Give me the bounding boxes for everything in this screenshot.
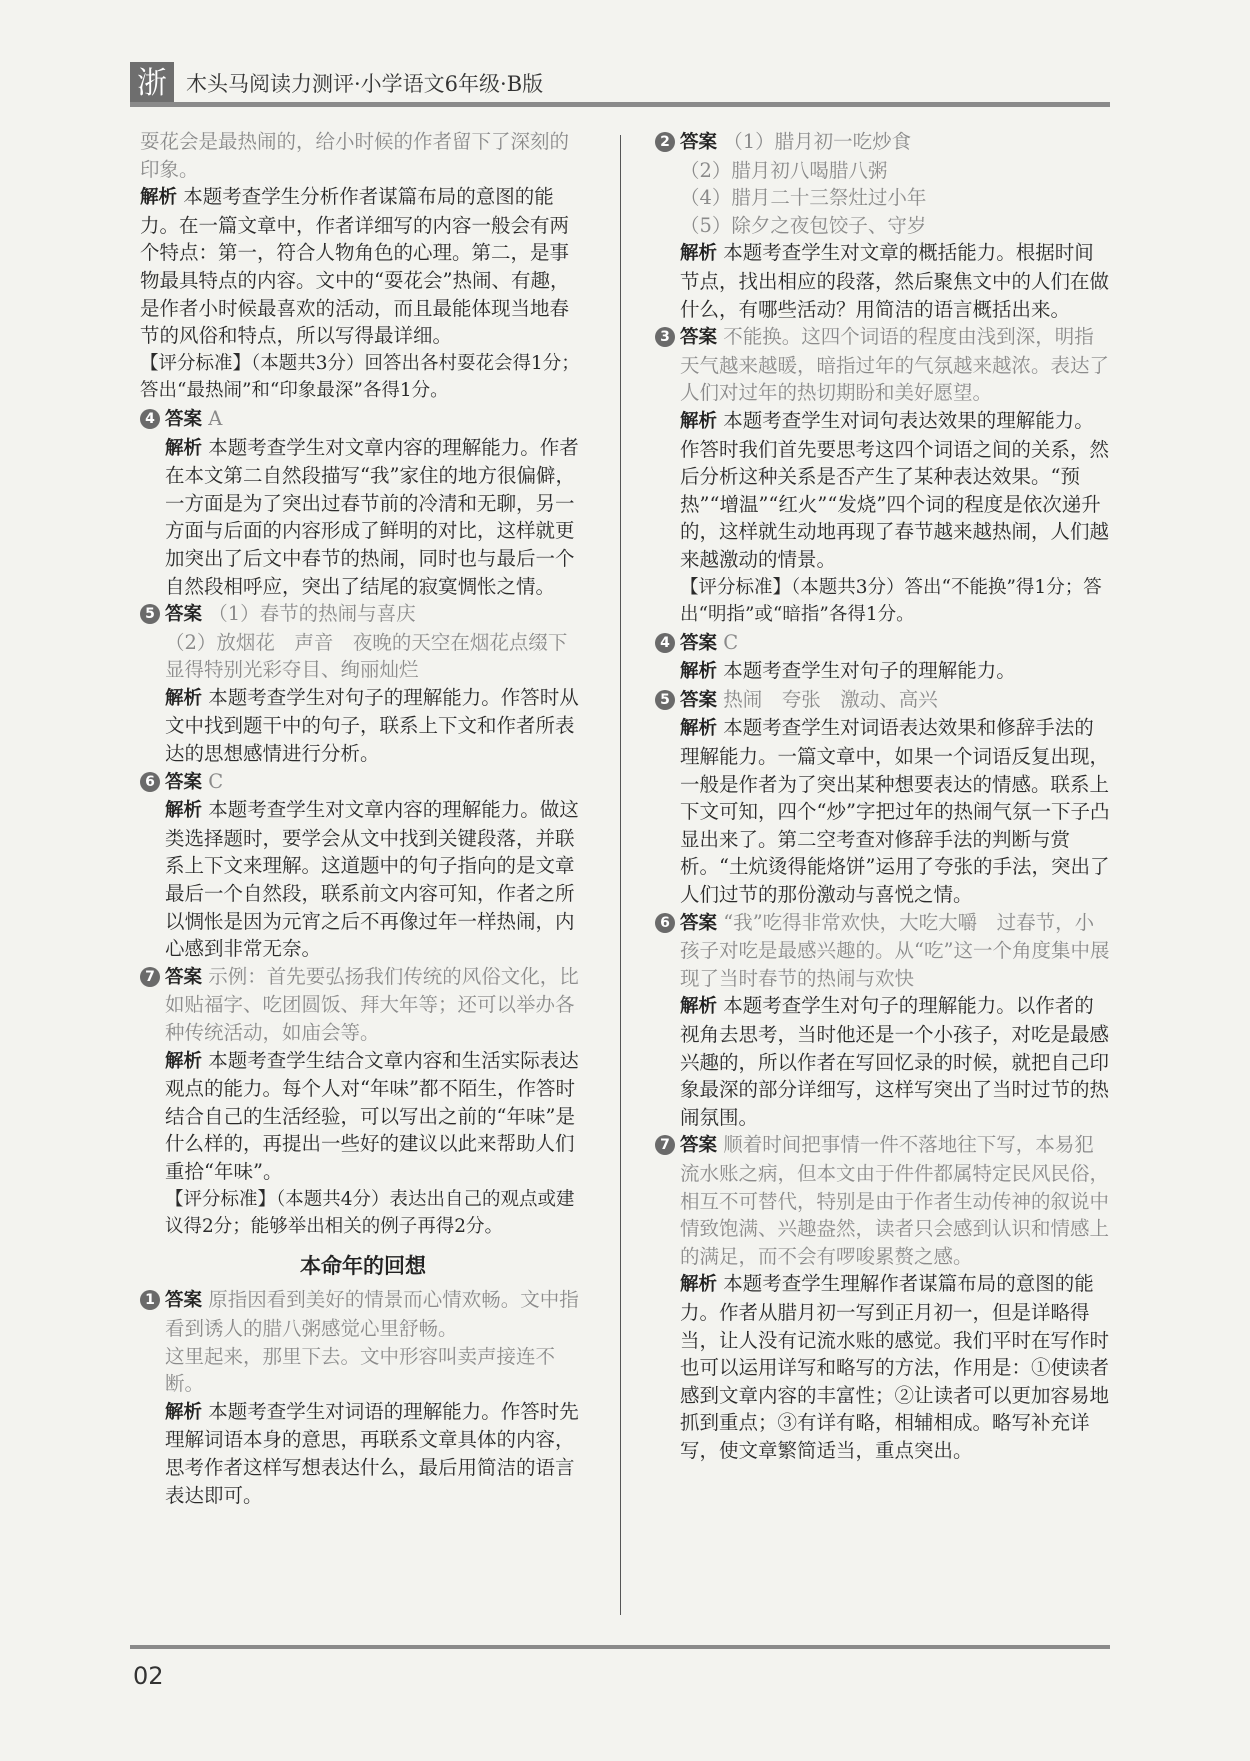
section-question-4 [655, 629, 1110, 686]
answer-text: A [208, 406, 223, 430]
answer-text: （4）腊月二十三祭灶过小年 [680, 186, 927, 210]
answer-label: 答案 [680, 132, 718, 153]
answer-text: 顺着时间把事情一件不落地往下写，本易犯流水账之病，但本文由于件件都属特定民风民俗，相互不可替代，特别是由于作者生动传神的叙说中情致饱满、兴趣盎然，读者只会感到认识和情感上的满足，而不会有啰唆累赘之感。 [680, 1133, 1110, 1268]
question-7 [140, 963, 586, 1241]
analysis-text: 本题考查学生对句子的理解能力。 [723, 659, 1016, 683]
analysis-label: 解析 [680, 996, 718, 1018]
analysis-label: 解析 [165, 800, 203, 822]
section-question-6 [655, 909, 1110, 1132]
analysis-label: 解析 [165, 1401, 203, 1423]
header-title: 木头马阅读力测评·小学语文6年级·B版 [186, 72, 544, 96]
analysis-text: 本题考查学生对句子的理解能力。以作者的视角去思考，当时他还是一个小孩子，对吃是最感兴趣的，所以作者在写回忆录的时候，就把自己印象最深的部分详细写，这样写突出了当时过节的热闹氛围。 [680, 994, 1110, 1129]
answer-text: （1）春节的热闹与喜庆 [208, 602, 416, 626]
section-title: 本命年的回想 [300, 1253, 426, 1278]
analysis-label: 解析 [680, 718, 718, 740]
answer-text: C [208, 769, 224, 793]
analysis-label: 解析 [680, 243, 718, 265]
question-4 [140, 405, 586, 600]
answer-text: 原指因看到美好的情景而心情欢畅。文中指看到诱人的腊八粥感觉心里舒畅。 [165, 1288, 579, 1340]
analysis-label: 解析 [140, 187, 178, 209]
analysis-text: 本题考查学生对词语表达效果和修辞手法的理解能力。一篇文章中，如果一个词语反复出现，一般是作者为了突出某种想要表达的情感。联系上下文可知，四个“炒”字把过年的热闹气氛一下子凸显出来了。第二空考查对修辞手法的判断与赏析。“土炕烫得能烙饼”运用了夸张的手法，突出了人们过节的那份激动与喜悦之情。 [680, 716, 1110, 907]
analysis-text: 本题考查学生分析作者谋篇布局的意图的能力。在一篇文章中，作者详细写的内容一般会有两个特点：第一，符合人物角色的心理。第二，是事物最具特点的内容。文中的“耍花会”热闹、有趣，是作者小时候最喜欢的活动，而且最能体现当地春节的风俗和特点，所以写得最详细。 [140, 185, 570, 348]
analysis-label: 解析 [165, 687, 203, 709]
analysis-text: 本题考查学生结合文章内容和生活实际表达观点的能力。每个人对“年味”都不陌生，作答时结合自己的生活经验，可以写出之前的“年味”是什么样的，再提出一些好的建议以此来帮助人们重拾“年味”。 [165, 1048, 579, 1183]
answer-label: 答案 [680, 632, 718, 654]
answer-text: 热闹 夸张 激动、高兴 [723, 687, 938, 711]
question-number-badge: 5 [140, 604, 160, 624]
answer-label: 答案 [165, 1290, 203, 1312]
answer-label: 答案 [680, 327, 718, 349]
question-number-badge: 5 [655, 690, 675, 710]
question-number-badge: 6 [655, 913, 675, 933]
question-number-badge: 6 [140, 772, 160, 792]
question-6 [140, 768, 586, 963]
analysis-text: 本题考查学生对文章内容的理解能力。做这类选择题时，要学会从文中找到关键段落，并联系上下文来理解。这道题中的句子指向的是文章最后一个自然段，联系前文内容可知，作者之所以惆怅是因为元宵之后不再像过年一样热闹，内心感到非常无奈。 [165, 798, 579, 961]
answer-text: 示例：首先要弘扬我们传统的风俗文化，比如贴福字、吃团圆饭、拜大年等；还可以举办各种传统活动，如庙会等。 [165, 964, 579, 1044]
answer-text: 这里起来，那里下去。文中形容叫卖声接连不断。 [165, 1344, 556, 1396]
analysis-text: 本题考查学生对句子的理解能力。作答时从文中找到题干中的句子，联系上下文和作者所表达的思想感情进行分析。 [165, 685, 579, 766]
analysis-text: 本题考查学生理解作者谋篇布局的意图的能力。作者从腊月初一写到正月初一，但是详略得当，让人没有记流水账的感觉。我们平时在写作时也可以运用详写和略写的方法，作用是：①使读者感到文章内容的丰富性；②让读者可以更加容易地抓到重点；③有详有略，相辅相成。略写补充详写，使文章繁简适当，重点突出。 [680, 1272, 1110, 1462]
question-5 [140, 600, 586, 768]
answer-label: 答案 [165, 771, 203, 793]
answer-text: 耍花会是最热闹的，给小时候的作者留下了深刻的印象。 [140, 130, 570, 181]
answer-label: 答案 [165, 408, 203, 430]
scoring-standard: 【评分标准】（本题共3分）回答出各村耍花会得1分；答出“最热闹”和“印象最深”各得1分。 [140, 352, 580, 402]
series-logo: 浙 [130, 62, 174, 106]
question-number-badge: 7 [140, 967, 160, 987]
answer-text: （2）放烟花 声音 夜晚的天空在烟花点缀下显得特别光彩夺目、绚丽灿烂 [165, 630, 568, 682]
section-question-1 [140, 1286, 586, 1509]
scoring-standard: 【评分标准】（本题共4分）表达出自己的观点或建议得2分；能够举出相关的例子再得2分。 [165, 1188, 575, 1238]
q3-continuation [140, 128, 586, 405]
footer-rule [130, 1645, 1110, 1649]
question-number-badge: 4 [140, 409, 160, 429]
column-divider [620, 135, 621, 1615]
question-number-badge: 4 [655, 633, 675, 653]
analysis-label: 解析 [680, 410, 718, 432]
analysis-text: 本题考查学生对词句表达效果的理解能力。作答时我们首先要思考这四个词语之间的关系，然后分析这种关系是否产生了某种表达效果。“预热”“增温”“红火”“发烧”四个词的程度是依次递升的，这样就生动地再现了春节越来越热闹，人们越来越激动的情景。 [680, 408, 1110, 571]
section-question-3 [655, 323, 1110, 629]
answer-text: （2）腊月初八喝腊八粥 [680, 158, 888, 182]
question-number-badge: 3 [655, 327, 675, 347]
question-number-badge: 2 [655, 132, 675, 152]
answer-text: C [723, 630, 739, 654]
analysis-text: 本题考查学生对文章内容的理解能力。作者在本文第二自然段描写“我”家住的地方很偏僻，一方面是为了突出过春节前的冷清和无聊，另一方面与后面的内容形成了鲜明的对比，这样就更加突出了后文中春节的热闹，同时也与最后一个自然段相呼应，突出了结尾的寂寞惆怅之情。 [165, 435, 579, 598]
section-question-7 [655, 1131, 1110, 1464]
answer-text: 不能换。这四个词语的程度由浅到深，明指天气越来越暖，暗指过年的气氛越来越浓。表达了人们对过年的热切期盼和美好愿望。 [680, 325, 1110, 405]
answer-label: 答案 [165, 604, 203, 626]
section-question-5 [655, 686, 1110, 909]
question-number-badge: 1 [140, 1290, 160, 1310]
page-header [130, 62, 1110, 110]
scoring-standard: 【评分标准】（本题共3分）答出“不能换”得1分；答出“明指”或“暗指”各得1分。 [680, 576, 1102, 626]
analysis-label: 解析 [165, 1050, 203, 1072]
analysis-label: 解析 [165, 437, 203, 459]
answer-text: （5）除夕之夜包饺子、守岁 [680, 213, 927, 237]
analysis-text: 本题考查学生对文章的概括能力。根据时间节点，找出相应的段落，然后聚焦文中的人们在做什么，有哪些活动？用简洁的语言概括出来。 [680, 241, 1110, 321]
page-number: 02 [133, 1662, 164, 1690]
answer-label: 答案 [680, 689, 718, 711]
right-column [655, 128, 1110, 1465]
answer-label: 答案 [165, 966, 203, 988]
header-rule [130, 102, 1110, 107]
left-column [140, 128, 586, 1509]
analysis-label: 解析 [680, 661, 718, 683]
section-question-2 [655, 128, 1110, 323]
answer-text: “我”吃得非常欢快，大吃大嚼 过春节，小孩子对吃是最感兴趣的。从“吃”这一个角度集中展现了当时春节的热闹与欢快 [680, 910, 1110, 990]
analysis-label: 解析 [680, 1274, 718, 1296]
analysis-text: 本题考查学生对词语的理解能力。作答时先理解词语本身的意思，再联系文章具体的内容，思考作者这样写想表达什么，最后用简洁的语言表达即可。 [165, 1399, 579, 1507]
question-number-badge: 7 [655, 1135, 675, 1155]
answer-label: 答案 [680, 912, 718, 934]
answer-label: 答案 [680, 1135, 718, 1157]
answer-text: （1）腊月初一吃炒食 [723, 130, 912, 153]
